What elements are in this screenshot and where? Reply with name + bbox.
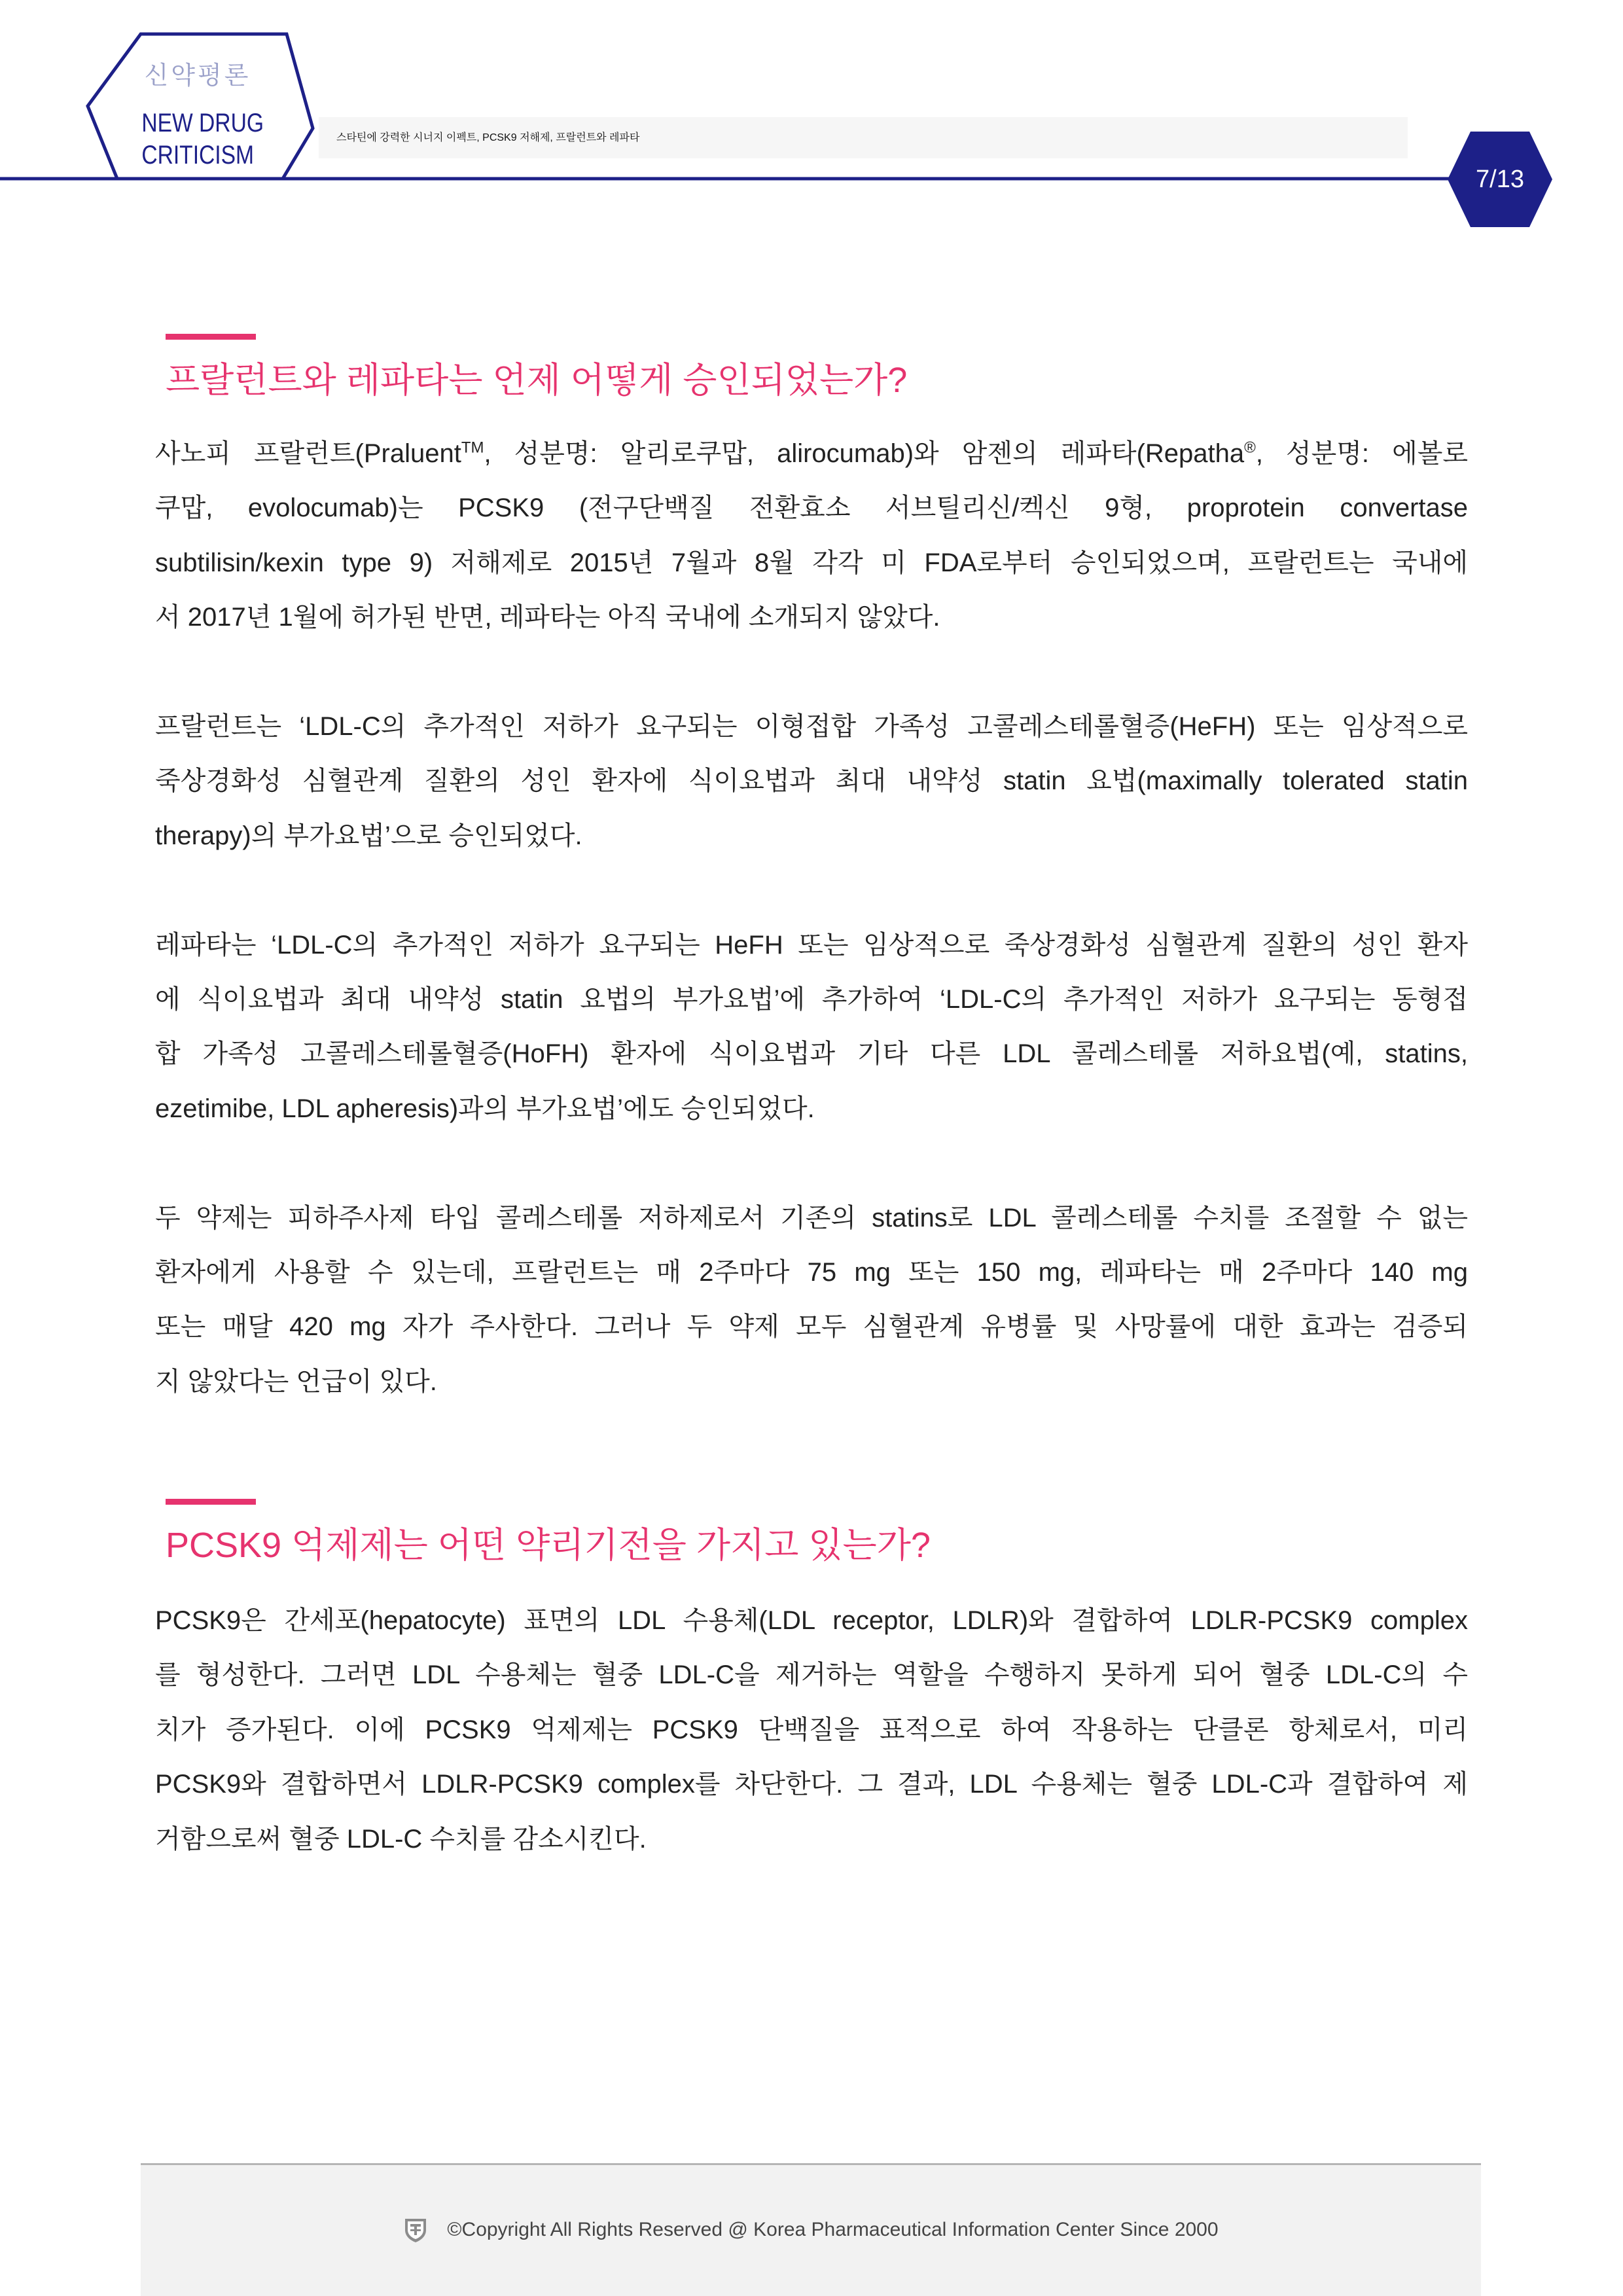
text-line bbox=[155, 1300, 1468, 1354]
text-run: PCSK9와 결합하면서 LDLR-PCSK9 complex를 차단한다. 그 결과, LDL 수용체는 혈중 LDL-C과 결합하여 제 bbox=[155, 1770, 1468, 1799]
text-run: 죽상경화성 심혈관계 질환의 성인 환자에 식이요법과 최대 내약성 statin 요법(maximally tolerated statin bbox=[155, 766, 1468, 796]
text-line bbox=[155, 1594, 1468, 1648]
text-line bbox=[155, 1812, 1468, 1867]
text-run: , 성분명: 에볼로 bbox=[1255, 439, 1468, 468]
logo-line-new-drug: NEW DRUG bbox=[141, 109, 264, 137]
copyright-text: ©Copyright All Rights Reserved @ Korea Pharmaceutical Information Center Since 2000 bbox=[447, 2218, 1219, 2240]
text-run: 서 2017년 1월에 허가된 반면, 레파타는 아직 국내에 소개되지 않았다. bbox=[155, 603, 940, 632]
text-line bbox=[155, 1246, 1468, 1300]
footer bbox=[141, 2163, 1481, 2296]
section-body bbox=[155, 1594, 1468, 1867]
text-line bbox=[155, 1648, 1468, 1702]
text-run: 또는 매달 420 mg 자가 주사한다. 그러나 두 약제 모두 심혈관계 유병률 및 사망률에 대한 효과는 검증되 bbox=[155, 1312, 1468, 1342]
logo-line-criticism: CRITICISM bbox=[141, 141, 255, 170]
text-run: , 성분명: 알리로쿠맙, alirocumab)와 암젠의 레파타(Repatha bbox=[484, 439, 1245, 468]
text-run: 거함으로써 혈중 LDL-C 수치를 감소시킨다. bbox=[155, 1824, 647, 1854]
text-line bbox=[155, 918, 1468, 973]
superscript-mark: ® bbox=[1244, 439, 1256, 457]
paragraph bbox=[155, 918, 1468, 1137]
paragraph bbox=[155, 1191, 1468, 1410]
text-run: 두 약제는 피하주사제 타입 콜레스테롤 저하제로서 기존의 statins로 LDL 콜레스테롤 수치를 조절할 수 없는 bbox=[155, 1203, 1468, 1232]
text-run: 환자에게 사용할 수 있는데, 프랄런트는 매 2주마다 75 mg 또는 150 mg, 레파타는 매 2주마다 140 mg bbox=[155, 1258, 1468, 1287]
logo-korean-title: 신약평론 bbox=[144, 62, 251, 90]
text-run: ezetimibe, LDL apheresis)과의 부가요법’에도 승인되었다. bbox=[155, 1094, 815, 1123]
paragraph bbox=[155, 1594, 1468, 1867]
text-line bbox=[155, 1355, 1468, 1409]
text-line bbox=[155, 973, 1468, 1027]
text-run: therapy)의 부가요법’으로 승인되었다. bbox=[155, 821, 582, 850]
text-run: 프랄런트는 ‘LDL-C의 추가적인 저하가 요구되는 이형접합 가족성 고콜레스테롤혈증(HeFH) 또는 임상적으로 bbox=[155, 712, 1468, 742]
text-line bbox=[155, 1027, 1468, 1081]
section-accent-bar bbox=[166, 334, 256, 340]
text-line bbox=[155, 427, 1468, 481]
text-run: PCSK9은 간세포(hepatocyte) 표면의 LDL 수용체(LDL receptor, LDLR)와 결합하여 LDLR-PCSK9 complex bbox=[155, 1606, 1468, 1635]
page-number: 7/13 bbox=[1476, 166, 1524, 193]
footer-row bbox=[403, 2217, 1218, 2243]
text-line bbox=[155, 754, 1468, 808]
section-body bbox=[155, 427, 1468, 1409]
section-heading: 프랄런트와 레파타는 언제 어떻게 승인되었는가? bbox=[166, 361, 908, 400]
text-line bbox=[155, 1757, 1468, 1812]
text-line bbox=[155, 536, 1468, 590]
text-line bbox=[155, 590, 1468, 645]
section-heading: PCSK9 억제제는 어떤 약리기전을 가지고 있는가? bbox=[166, 1526, 931, 1565]
document-title: 스타틴에 강력한 시너지 이펙트, PCSK9 저해제, 프랄런트와 레파타 bbox=[319, 117, 1408, 158]
text-run: 합 가족성 고콜레스테롤혈증(HoFH) 환자에 식이요법과 기타 다른 LDL 콜레스테롤 저하요법(예, statins, bbox=[155, 1039, 1468, 1069]
superscript-mark: TM bbox=[461, 439, 484, 457]
text-line bbox=[155, 809, 1468, 863]
paragraph bbox=[155, 700, 1468, 863]
text-run: 를 형성한다. 그러면 LDL 수용체는 혈중 LDL-C을 제거하는 역할을 수행하지 못하게 되어 혈중 LDL-C의 수 bbox=[155, 1660, 1468, 1690]
text-line bbox=[155, 481, 1468, 535]
text-line bbox=[155, 700, 1468, 754]
text-run: 에 식이요법과 최대 내약성 statin 요법의 부가요법’에 추가하여 ‘LDL-C의 추가적인 저하가 요구되는 동형접 bbox=[155, 985, 1468, 1014]
text-run: subtilisin/kexin type 9) 저해제로 2015년 7월과 8월 각각 미 FDA로부터 승인되었으며, 프랄런트는 국내에 bbox=[155, 548, 1468, 577]
text-run: 쿠맙, evolocumab)는 PCSK9 (전구단백질 전환효소 서브틸리신/켁신 9형, proprotein convertase bbox=[155, 493, 1468, 523]
text-run: 레파타는 ‘LDL-C의 추가적인 저하가 요구되는 HeFH 또는 임상적으로 죽상경화성 심혈관계 질환의 성인 환자 bbox=[155, 930, 1468, 960]
text-run: 치가 증가된다. 이에 PCSK9 억제제는 PCSK9 단백질을 표적으로 하여 작용하는 단클론 항체로서, 미리 bbox=[155, 1715, 1468, 1744]
text-line bbox=[155, 1703, 1468, 1757]
text-line bbox=[155, 1191, 1468, 1246]
paragraph bbox=[155, 427, 1468, 645]
section-accent-bar bbox=[166, 1499, 256, 1505]
text-run: 사노피 프랄런트(Praluent bbox=[155, 439, 461, 468]
text-run: 지 않았다는 언급이 있다. bbox=[155, 1367, 437, 1396]
crest-icon bbox=[403, 2217, 428, 2243]
text-line bbox=[155, 1082, 1468, 1136]
